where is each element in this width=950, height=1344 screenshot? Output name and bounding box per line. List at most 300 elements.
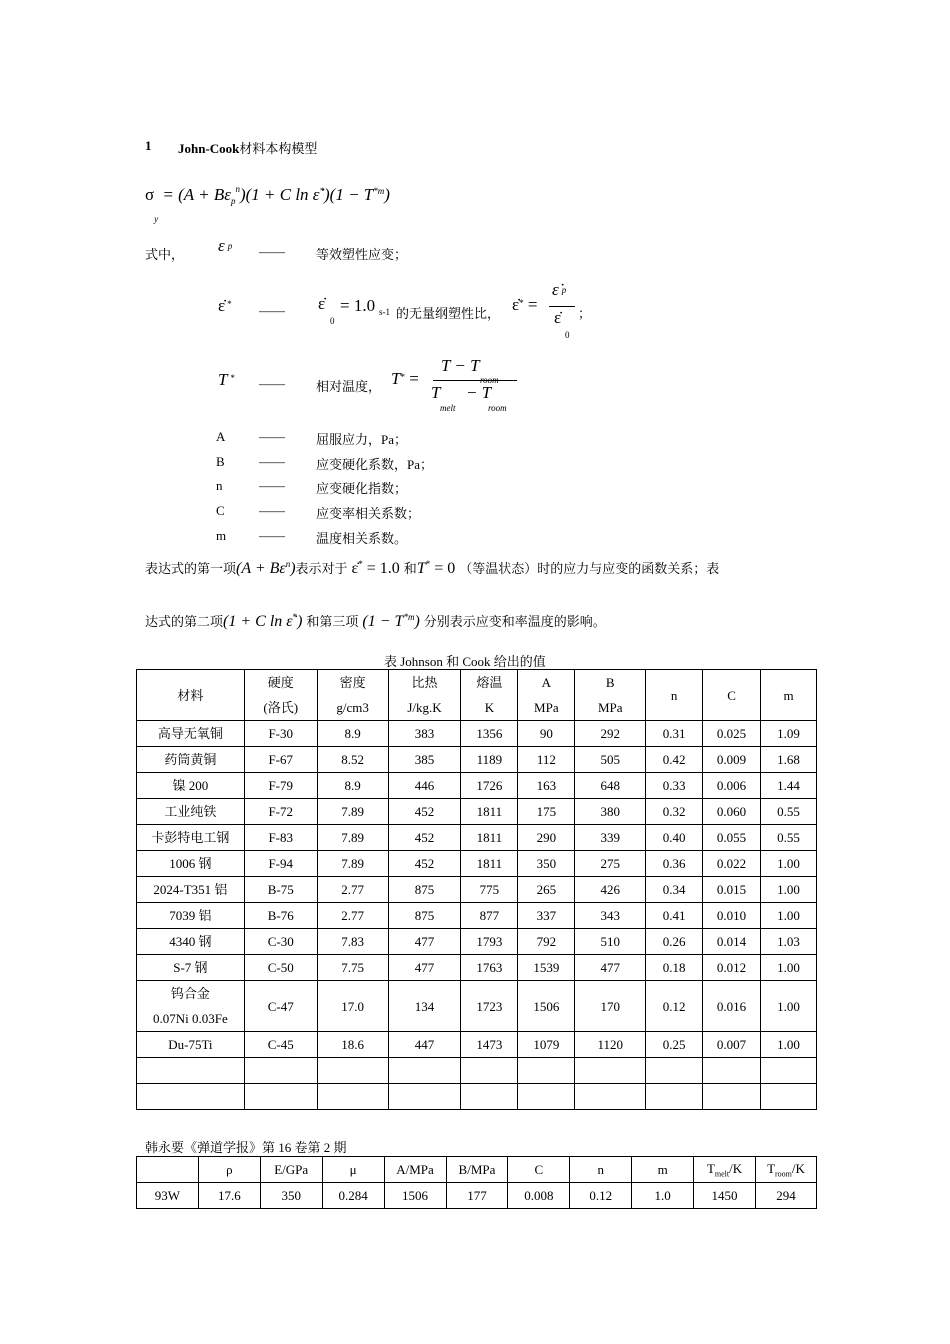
table-cell: 0.32	[646, 799, 703, 825]
table1-header-cell	[317, 670, 388, 721]
def3-symbol	[218, 370, 235, 390]
table-cell: 1.68	[761, 747, 817, 773]
def2-symbol-main: ε̇	[218, 296, 226, 315]
param-a-symbol: A	[216, 429, 226, 444]
table-cell-empty	[518, 1084, 575, 1110]
table-cell: 510	[575, 929, 646, 955]
p1-d: （等温状态）时的应力与应变的函数关系；表	[459, 561, 720, 576]
param-c-text: 应变率相关系数；	[316, 506, 421, 521]
def1-symbol	[218, 236, 233, 256]
table-cell-empty	[137, 1084, 245, 1110]
param-b-dash: ——	[259, 454, 285, 469]
table-cell-empty	[646, 1084, 703, 1110]
table1-caption: 表 Johnson 和 Cook 给出的值	[384, 654, 546, 669]
table1-header-cell: m	[761, 670, 817, 721]
eq-rhs-end: )(1 − T	[324, 185, 374, 204]
table-cell: 0.36	[646, 851, 703, 877]
table2-header-cell: A/MPa	[384, 1157, 446, 1183]
table-cell: 0.25	[646, 1032, 703, 1058]
table-cell: 383	[388, 721, 461, 747]
def3-frac-eq: =	[409, 369, 419, 388]
def2-frac-num-sub: p	[561, 285, 567, 295]
eq-rhs-star-m: *m	[373, 186, 385, 196]
table-cell: S-7 钢	[137, 955, 245, 981]
param-c-symbol: C	[216, 503, 225, 518]
table-cell: 875	[388, 877, 461, 903]
table-row	[137, 825, 817, 851]
table-cell: 2024-T351 铝	[137, 877, 245, 903]
table-cell: 1.44	[761, 773, 817, 799]
table-cell: 477	[388, 929, 461, 955]
table-cell: 1723	[461, 981, 518, 1032]
table-row	[137, 877, 817, 903]
table-cell: 0.31	[646, 721, 703, 747]
table-cell: 0.007	[703, 1032, 761, 1058]
table-cell: 1450	[694, 1183, 756, 1209]
table2-header-cell: n	[570, 1157, 632, 1183]
table-cell: B-75	[244, 877, 317, 903]
table-cell: 452	[388, 825, 461, 851]
header-line-2: (洛氏)	[263, 700, 299, 715]
def3-frac-line	[433, 380, 517, 381]
table-cell: 0.40	[646, 825, 703, 851]
param-a-dash: ——	[259, 429, 285, 444]
header-line-1: 熔温	[476, 675, 503, 690]
header-line-2: MPa	[597, 700, 623, 715]
table-cell: 163	[518, 773, 575, 799]
table-cell: 8.9	[317, 773, 388, 799]
table-cell: 0.022	[703, 851, 761, 877]
table-cell: 0.55	[761, 799, 817, 825]
table-cell: 1356	[461, 721, 518, 747]
table-cell: C-30	[244, 929, 317, 955]
def2-frac-den-sub: 0	[565, 330, 570, 340]
paragraph-line-2	[145, 611, 606, 631]
header-line-1: A	[541, 675, 552, 690]
eq-rhs-close: )	[384, 185, 390, 204]
table-cell: 175	[518, 799, 575, 825]
def2-eps0-sub: 0	[330, 316, 335, 326]
table-cell: 0.284	[322, 1183, 384, 1209]
eq-rhs-mid: )(1 + C ln ε̇	[239, 185, 320, 204]
header-line-2: MPa	[534, 700, 559, 715]
p1-a: 表达式的第一项	[145, 561, 237, 576]
table-cell: 292	[575, 721, 646, 747]
def2-symbol	[218, 296, 230, 316]
p1-e2	[417, 560, 455, 577]
param-n-text: 应变硬化指数；	[316, 481, 408, 496]
table-cell: 8.9	[317, 721, 388, 747]
param-b-symbol: B	[216, 454, 225, 469]
tungsten-params-table-body	[137, 1157, 817, 1209]
p2-expr2-main: (1 − T	[362, 613, 404, 630]
table-cell-empty	[317, 1058, 388, 1084]
def2-frac-lhs	[512, 295, 537, 315]
def2-unit: s-1	[379, 307, 390, 317]
table-cell: 0.025	[703, 721, 761, 747]
table-cell: 1189	[461, 747, 518, 773]
table-cell: 18.6	[317, 1032, 388, 1058]
table-cell: 177	[446, 1183, 508, 1209]
table-cell-empty	[575, 1084, 646, 1110]
table-cell: F-30	[244, 721, 317, 747]
table-row	[137, 851, 817, 877]
def3-frac-num: T − T	[441, 356, 480, 375]
table-cell: 0.55	[761, 825, 817, 851]
p1-e1-val: = 1.0	[366, 560, 400, 577]
header-symbol: T	[767, 1160, 776, 1176]
table-cell: 385	[388, 747, 461, 773]
p2-expr2-star: *m	[403, 612, 415, 622]
table1-header-row	[137, 670, 817, 721]
table-cell: 1726	[461, 773, 518, 799]
table-cell-empty	[388, 1084, 461, 1110]
table-cell: 2.77	[317, 877, 388, 903]
table2-header-cell: μ	[322, 1157, 384, 1183]
header-line-1: 密度	[339, 675, 366, 690]
table-cell: F-94	[244, 851, 317, 877]
table-cell: 93W	[137, 1183, 199, 1209]
header-line-1: 硬度	[267, 675, 294, 690]
p1-expr-close: )	[290, 560, 296, 577]
table-cell: C-47	[244, 981, 317, 1032]
table-cell: 药筒黄铜	[137, 747, 245, 773]
p1-expr-main: (A + Bε	[236, 560, 286, 577]
def1-symbol-main: ε	[218, 236, 225, 255]
table-cell: 350	[260, 1183, 322, 1209]
table-cell-empty	[703, 1058, 761, 1084]
header-line-1: B	[605, 675, 615, 690]
table-row	[137, 747, 817, 773]
p1-e1-main: ε̇	[351, 560, 359, 577]
def2-frac-num	[552, 280, 567, 300]
table-cell: C-45	[244, 1032, 317, 1058]
table-cell: 7.89	[317, 851, 388, 877]
param-a-text: 屈服应力，Pa；	[316, 432, 408, 447]
table1-header-cell	[388, 670, 461, 721]
eq-rhs-p: p	[230, 196, 236, 206]
table1-header-cell	[461, 670, 518, 721]
p2-expr-close: )	[297, 613, 303, 630]
table-cell: 0.006	[703, 773, 761, 799]
def3-frac-den-sub-a: melt	[440, 403, 456, 413]
table-cell: 350	[518, 851, 575, 877]
p1-b: 表示对于	[295, 561, 348, 576]
table-row-empty	[137, 1058, 817, 1084]
table-cell: Du-75Ti	[137, 1032, 245, 1058]
p2-expr2-close: )	[414, 613, 420, 630]
header-line-1: 比热	[411, 675, 438, 690]
section-title-bold: John-Cook	[178, 141, 240, 156]
table-cell: 2.77	[317, 903, 388, 929]
table-cell: 0.42	[646, 747, 703, 773]
table-row	[137, 721, 817, 747]
def3-frac-den-b: − T	[466, 383, 492, 402]
table-cell: 337	[518, 903, 575, 929]
table-cell: 7.89	[317, 799, 388, 825]
header-line-2: J/kg.K	[407, 700, 442, 715]
table2-caption: 韩永要《弹道学报》第 16 卷第 2 期	[145, 1140, 347, 1155]
def3-text: 相对温度，	[316, 379, 382, 394]
def1-text: 等效塑性应变；	[316, 247, 408, 262]
table-row	[137, 955, 817, 981]
table-cell: 134	[388, 981, 461, 1032]
section-title	[178, 138, 317, 157]
p2-c: 分别表示应变和率温度的影响。	[423, 614, 606, 629]
table-cell: 0.33	[646, 773, 703, 799]
paragraph-line-1	[145, 558, 719, 578]
table-cell: 294	[755, 1183, 816, 1209]
table-cell: 426	[575, 877, 646, 903]
param-c-dash: ——	[259, 503, 285, 518]
table-cell: 镍 200	[137, 773, 245, 799]
table-cell: 648	[575, 773, 646, 799]
table-cell-empty	[461, 1058, 518, 1084]
table-row	[137, 903, 817, 929]
table-cell: 1811	[461, 799, 518, 825]
section-title-rest: 材料本构模型	[239, 141, 318, 156]
johnson-cook-table	[136, 669, 817, 1110]
johnson-cook-table-body	[137, 670, 817, 1110]
p1-e2-star: *	[425, 559, 431, 569]
table-cell: 343	[575, 903, 646, 929]
table-cell: 792	[518, 929, 575, 955]
def2-eps0: ε̇	[318, 294, 326, 313]
eq-lhs-sub: y	[154, 214, 159, 224]
table2-header-cell: ρ	[198, 1157, 260, 1183]
table-cell-empty	[761, 1058, 817, 1084]
p2-b: 和第三项	[306, 614, 359, 629]
table2-header-cell: m	[632, 1157, 694, 1183]
table-cell: 0.055	[703, 825, 761, 851]
table-cell: 8.52	[317, 747, 388, 773]
table-cell: 0.012	[703, 955, 761, 981]
table-cell: 112	[518, 747, 575, 773]
header-subscript: room	[775, 1169, 792, 1179]
def2-semicolon: ；	[578, 306, 592, 321]
cell-line: 钨合金	[170, 986, 210, 1001]
table-cell: F-67	[244, 747, 317, 773]
table-cell-empty	[317, 1084, 388, 1110]
table-cell: 工业纯铁	[137, 799, 245, 825]
param-m-dash: ——	[259, 528, 285, 543]
table-cell-empty	[137, 1058, 245, 1084]
table-row	[137, 1032, 817, 1058]
table1-header-cell	[244, 670, 317, 721]
eq-rhs-star: *	[319, 186, 324, 196]
table-cell-empty	[244, 1084, 317, 1110]
def1-dash: ——	[259, 244, 285, 259]
table-cell: 0.008	[508, 1183, 570, 1209]
p1-expr	[236, 560, 296, 577]
def2-frac-eq: =	[527, 295, 538, 314]
table2-header-cell: B/MPa	[446, 1157, 508, 1183]
table2-header-row	[137, 1157, 817, 1183]
table-cell: 0.34	[646, 877, 703, 903]
table2-header-cell	[694, 1157, 756, 1183]
table-cell: 1.03	[761, 929, 817, 955]
header-symbol: T	[706, 1160, 715, 1176]
table-cell: 170	[575, 981, 646, 1032]
p1-e2-val: = 0	[434, 560, 456, 577]
p2-expr2	[362, 613, 419, 630]
table-cell: 452	[388, 799, 461, 825]
table-cell: 0.016	[703, 981, 761, 1032]
table-cell: B-76	[244, 903, 317, 929]
param-m-symbol: m	[216, 528, 227, 543]
table-cell: 877	[461, 903, 518, 929]
table-cell: 0.41	[646, 903, 703, 929]
table-cell: 0.12	[646, 981, 703, 1032]
table-cell: 477	[575, 955, 646, 981]
table-cell: 380	[575, 799, 646, 825]
def1-symbol-sub: p	[227, 241, 233, 251]
table-cell: 505	[575, 747, 646, 773]
header-line-2: g/cm3	[336, 700, 369, 715]
table1-header-cell	[575, 670, 646, 721]
p2-expr	[223, 613, 302, 630]
param-m-text: 温度相关系数。	[316, 531, 408, 546]
eq-lhs: σ	[145, 185, 155, 204]
table-cell: 290	[518, 825, 575, 851]
header-unit: /K	[729, 1160, 743, 1176]
def2-text-after: 的无量纲塑性比，	[396, 306, 501, 321]
def2-frac-line	[549, 306, 575, 307]
def3-symbol-sub: *	[230, 373, 235, 383]
def2-frac-lhs-star: *	[519, 298, 524, 308]
table-cell-empty	[703, 1084, 761, 1110]
table-cell: 1539	[518, 955, 575, 981]
param-n-dash: ——	[259, 478, 285, 493]
table-cell: 1793	[461, 929, 518, 955]
table-row	[137, 799, 817, 825]
def3-frac-num-sub: room	[480, 375, 499, 385]
def3-frac-lhs	[391, 369, 419, 389]
table1-header-cell	[518, 670, 575, 721]
table-cell: 7.89	[317, 825, 388, 851]
table1-header-cell: n	[646, 670, 703, 721]
table2-header-cell: E/GPa	[260, 1157, 322, 1183]
table-cell: 1473	[461, 1032, 518, 1058]
def2-eq: = 1.0	[340, 296, 376, 315]
table-cell: 452	[388, 851, 461, 877]
eq-rhs: = (A + Bε	[162, 185, 231, 204]
table-cell: 1.00	[761, 903, 817, 929]
table-cell: F-79	[244, 773, 317, 799]
table-cell: 1.00	[761, 877, 817, 903]
p1-e1	[352, 560, 400, 577]
table-cell: 4340 钢	[137, 929, 245, 955]
header-line-2: K	[484, 700, 495, 715]
table1-header-cell: C	[703, 670, 761, 721]
table-cell: 1006 钢	[137, 851, 245, 877]
table-cell: 1.00	[761, 1032, 817, 1058]
table-cell: 775	[461, 877, 518, 903]
table-cell-empty	[575, 1058, 646, 1084]
table-cell: 0.015	[703, 877, 761, 903]
cell-line: 0.07Ni 0.03Fe	[153, 1011, 228, 1026]
table1-header-cell: 材料	[137, 670, 245, 721]
table-cell: 1506	[518, 981, 575, 1032]
table-cell: 17.0	[317, 981, 388, 1032]
table-cell: 275	[575, 851, 646, 877]
table-row-empty	[137, 1084, 817, 1110]
section-number: 1	[145, 138, 152, 153]
table-cell: 1.00	[761, 955, 817, 981]
param-b-text: 应变硬化系数，Pa；	[316, 457, 434, 472]
def3-frac-den-a: T	[431, 383, 441, 402]
table-row	[137, 1183, 817, 1209]
table-row	[137, 773, 817, 799]
def2-symbol-sub: *	[227, 299, 232, 309]
def3-frac-den-sub-b: room	[488, 403, 507, 413]
table-cell: 1079	[518, 1032, 575, 1058]
table-cell: 0.014	[703, 929, 761, 955]
table-cell-empty	[761, 1084, 817, 1110]
p2-expr-star: *	[292, 612, 298, 622]
table-cell: F-72	[244, 799, 317, 825]
p1-e2-main: T	[416, 560, 426, 577]
def2-frac-num-main: ε̇	[552, 280, 559, 299]
table-row	[137, 981, 817, 1032]
table-cell: 1811	[461, 851, 518, 877]
def3-dash: ——	[259, 376, 285, 391]
table-cell: 447	[388, 1032, 461, 1058]
p2-expr-main: (1 + C ln ε̇	[223, 613, 293, 630]
table-cell: 17.6	[198, 1183, 260, 1209]
table-cell-empty	[461, 1084, 518, 1110]
table-cell: 1.09	[761, 721, 817, 747]
table-cell: 7039 铝	[137, 903, 245, 929]
def2-dash: ——	[259, 303, 285, 318]
table-cell: 477	[388, 955, 461, 981]
table-cell: 卡彭特电工钢	[137, 825, 245, 851]
table-cell: 90	[518, 721, 575, 747]
table-row	[137, 929, 817, 955]
table-cell: 1.00	[761, 851, 817, 877]
table-cell: 7.75	[317, 955, 388, 981]
table-cell: 446	[388, 773, 461, 799]
table-cell: 0.060	[703, 799, 761, 825]
table-cell: 875	[388, 903, 461, 929]
table-cell: 265	[518, 877, 575, 903]
param-n-symbol: n	[216, 478, 223, 493]
table-cell-empty	[646, 1058, 703, 1084]
table2-header-cell	[755, 1157, 816, 1183]
tungsten-params-table	[136, 1156, 817, 1209]
table-cell	[137, 981, 245, 1032]
table-cell: 7.83	[317, 929, 388, 955]
eq-rhs-n: n	[235, 184, 240, 194]
def3-frac-lhs-star: *	[400, 372, 405, 382]
header-unit: /K	[791, 1160, 805, 1176]
def2-frac-lhs-main: ε̇	[512, 295, 520, 314]
table-cell: 1.0	[632, 1183, 694, 1209]
header-subscript: melt	[714, 1169, 730, 1179]
table-cell-empty	[244, 1058, 317, 1084]
table-cell: 1120	[575, 1032, 646, 1058]
table2-header-cell	[137, 1157, 199, 1183]
table-cell: 339	[575, 825, 646, 851]
table-cell: 1811	[461, 825, 518, 851]
table-cell-empty	[518, 1058, 575, 1084]
table-cell-empty	[388, 1058, 461, 1084]
table-cell: C-50	[244, 955, 317, 981]
p1-e1-star: *	[358, 559, 363, 569]
table-cell: 1506	[384, 1183, 446, 1209]
table2-header-cell: C	[508, 1157, 570, 1183]
where-label: 式中，	[145, 247, 185, 262]
